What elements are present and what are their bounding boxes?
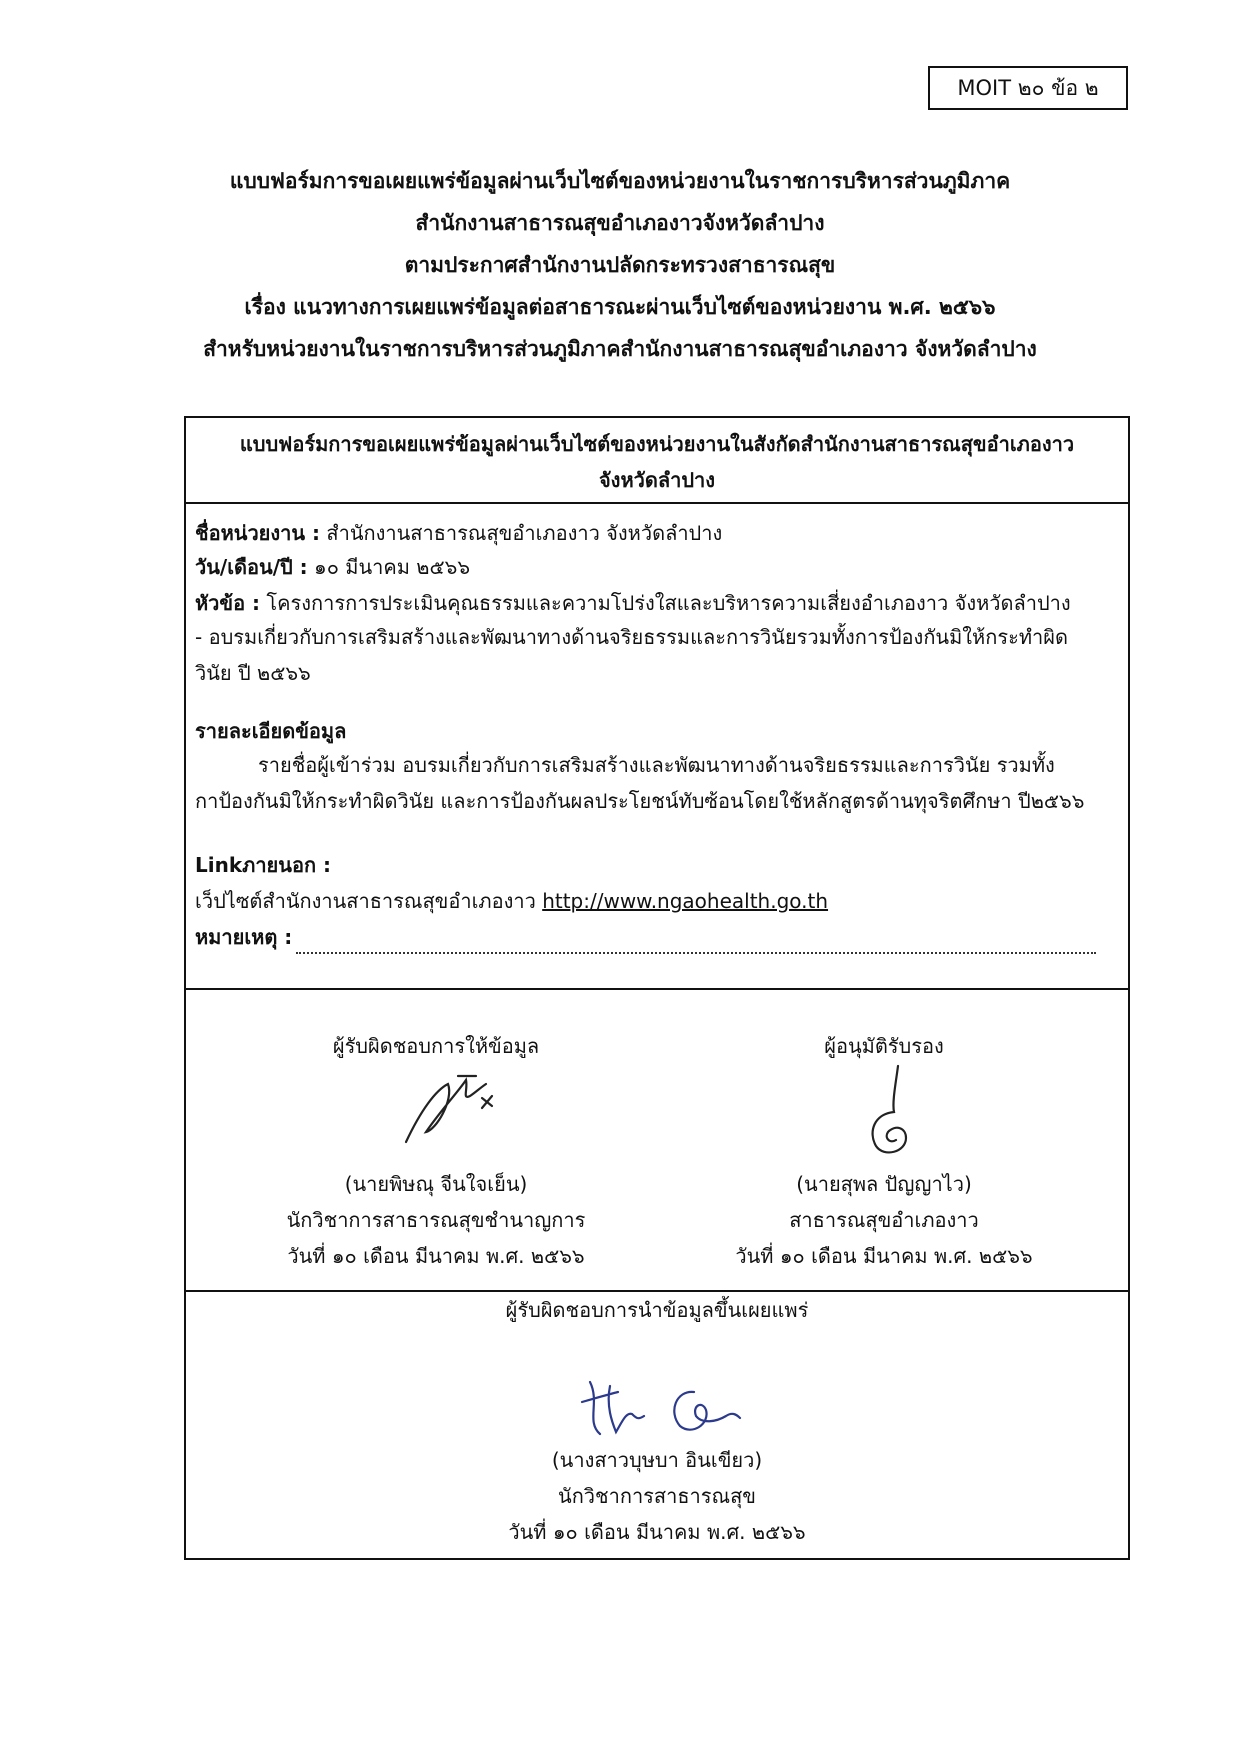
right-signer-date: วันที่ ๑๐ เดือน มีนาคม พ.ศ. ๒๕๖๖ bbox=[735, 1244, 1033, 1268]
note-dotted-line bbox=[296, 928, 1096, 954]
header-line-4: เรื่อง แนวทางการเผยแพร่ข้อมูลต่อสาธารณะผ่านเว็บไซต์ของหน่วยงาน พ.ศ. ๒๕๖๖ bbox=[244, 295, 996, 319]
right-signer-name: (นายสุพล ปัญญาไว) bbox=[796, 1172, 972, 1196]
right-handwritten-signature bbox=[854, 1062, 924, 1162]
form-title-line-2: จังหวัดลำปาง bbox=[598, 468, 716, 492]
form-details-section bbox=[186, 504, 1128, 990]
header-line-1: แบบฟอร์มการขอเผยแพร่ข้อมูลผ่านเว็บไซต์ของหน่วยงานในราชการบริหารส่วนภูมิภาค bbox=[229, 169, 1011, 193]
topic-row bbox=[195, 586, 1071, 620]
detail-line-1: รายชื่อผู้เข้าร่วม อบรมเกี่ยวกับการเสริมสร้างและพัฒนาทางด้านจริยธรรมและการวินัย รวมทั้ง bbox=[258, 753, 1055, 777]
date-row bbox=[195, 550, 470, 584]
document-header bbox=[0, 160, 1240, 370]
publisher-date: วันที่ ๑๐ เดือน มีนาคม พ.ศ. ๒๕๖๖ bbox=[508, 1520, 806, 1544]
note-label: หมายเหตุ : bbox=[195, 925, 293, 949]
publisher-signature-section bbox=[186, 1292, 1128, 1558]
topic-line-3: วินัย ปี ๒๕๖๖ bbox=[195, 661, 311, 685]
header-line-3: ตามประกาศสำนักงานปลัดกระทรวงสาธารณสุข bbox=[404, 253, 836, 277]
publisher-handwritten-signature bbox=[576, 1372, 746, 1442]
publisher-role: ผู้รับผิดชอบการนำข้อมูลขึ้นเผยแพร่ bbox=[505, 1298, 809, 1322]
detail-label: รายละเอียดข้อมูล bbox=[195, 719, 347, 743]
approval-signatures-section bbox=[186, 990, 1128, 1292]
right-signer-position: สาธารณสุขอำเภองาว bbox=[789, 1208, 979, 1232]
left-signer-date: วันที่ ๑๐ เดือน มีนาคม พ.ศ. ๒๕๖๖ bbox=[287, 1244, 585, 1268]
header-line-2: สำนักงานสาธารณสุขอำเภองาวจังหวัดลำปาง bbox=[415, 211, 825, 235]
left-signer-name: (นายพิษณุ จีนใจเย็น) bbox=[344, 1172, 528, 1196]
document-code-badge: MOIT ๒๐ ข้อ ๒ bbox=[928, 66, 1128, 110]
date-value: ๑๐ มีนาคม ๒๕๖๖ bbox=[307, 555, 471, 579]
form-title-line-1: แบบฟอร์มการขอเผยแพร่ข้อมูลผ่านเว็บไซต์ของหน่วยงานในสังกัดสำนักงานสาธารณสุขอำเภองาว bbox=[239, 432, 1075, 456]
publisher-position: นักวิชาการสาธารณสุข bbox=[558, 1484, 756, 1508]
header-line-5: สำหรับหน่วยงานในราชการบริหารส่วนภูมิภาคสำนักงานสาธารณสุขอำเภองาว จังหวัดลำปาง bbox=[203, 337, 1037, 361]
unit-row bbox=[195, 516, 722, 550]
left-signer-position: นักวิชาการสาธารณสุขชำนาญการ bbox=[286, 1208, 586, 1232]
topic-value: โครงการการประเมินคุณธรรมและความโปร่งใสและบริหารความเสี่ยงอำเภองาว จังหวัดลำปาง bbox=[260, 591, 1071, 615]
detail-line-2: กาป้องกันมิให้กระทำผิดวินัย และการป้องกันผลประโยชน์ทับซ้อนโดยใช้หลักสูตรด้านทุจริตศึกษา ปี๒๕๖๖ bbox=[195, 789, 1085, 813]
left-handwritten-signature bbox=[396, 1070, 506, 1150]
date-label: วัน/เดือน/ปี : bbox=[195, 555, 308, 579]
note-row bbox=[195, 920, 1096, 954]
website-link[interactable]: http://www.ngaohealth.go.th bbox=[542, 889, 829, 913]
topic-label: หัวข้อ : bbox=[195, 591, 261, 615]
topic-line-2: - อบรมเกี่ยวกับการเสริมสร้างและพัฒนาทางด้านจริยธรรมและการวินัยรวมทั้งการป้องกันมิให้กระทำผิด bbox=[195, 625, 1068, 649]
publication-form bbox=[184, 416, 1130, 1560]
left-signer-role: ผู้รับผิดชอบการให้ข้อมูล bbox=[332, 1034, 540, 1058]
unit-value: สำนักงานสาธารณสุขอำเภองาว จังหวัดลำปาง bbox=[320, 521, 723, 545]
link-label: Linkภายนอก : bbox=[195, 853, 332, 877]
unit-label: ชื่อหน่วยงาน : bbox=[195, 521, 321, 545]
link-row bbox=[195, 884, 828, 918]
form-title bbox=[186, 418, 1128, 504]
right-signer-role: ผู้อนุมัติรับรอง bbox=[824, 1034, 944, 1058]
link-prefix: เว็ปไซต์สำนักงานสาธารณสุขอำเภองาว bbox=[195, 889, 543, 913]
publisher-name: (นางสาวบุษบา อินเขียว) bbox=[551, 1448, 763, 1472]
